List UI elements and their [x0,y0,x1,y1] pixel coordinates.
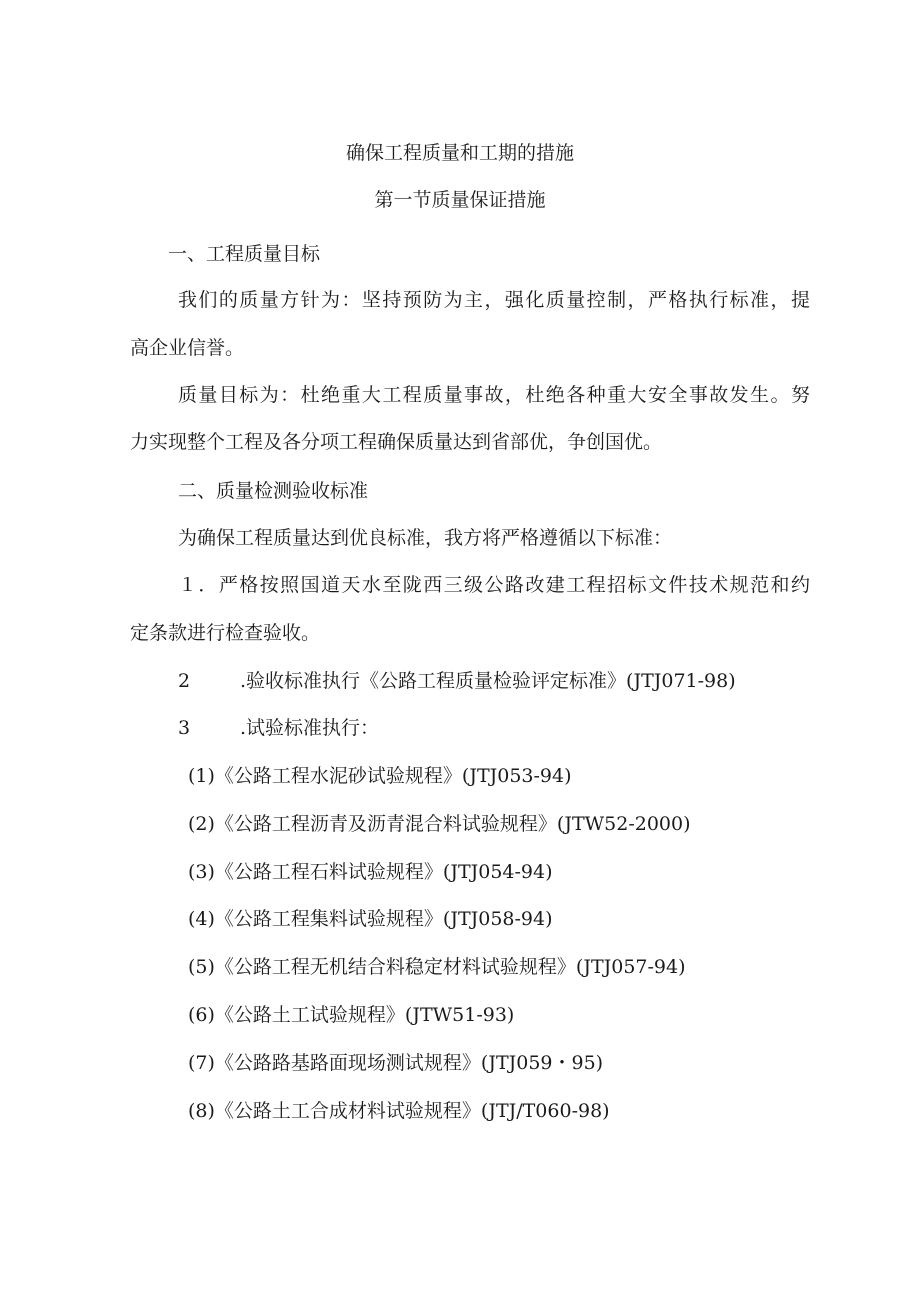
sub-item-7: (7)《公路路基路面现场测试规程》(JTJ059・95) [188,1052,604,1074]
standards-intro: 为确保工程质量达到优良标准，我方将严格遵循以下标准： [178,527,673,549]
item-3-number: 3 [178,717,191,739]
heading-inspection-standards: 二、质量检测验收标准 [178,480,369,502]
item-2 [178,667,736,695]
document-title: 确保工程质量和工期的措施 [345,142,574,164]
policy-paragraph-line-1: 我们的质量方针为：坚持预防为主，强化质量控制，严格执行标准，提 [178,289,810,311]
item-2-number: 2 [178,670,191,692]
item-1-line-1: １．严格按照国道天水至陇西三级公路改建工程招标文件技术规范和约 [178,574,810,596]
item-3-text: .试验标准执行： [240,717,380,739]
sub-item-4: (4)《公路工程集料试验规程》(JTJ058-94) [188,908,553,930]
sub-item-1: (1)《公路工程水泥砂试验规程》(JTJ053-94) [188,765,572,787]
policy-paragraph-line-2: 高企业信誉。 [130,337,245,359]
sub-item-6: (6)《公路土工试验规程》(JTW51-93) [188,1004,515,1026]
goal-paragraph-line-2: 力实现整个工程及各分项工程确保质量达到省部优，争创国优。 [130,431,663,453]
section-title: 第一节质量保证措施 [374,189,546,211]
sub-item-8: (8)《公路土工合成材料试验规程》(JTJ/T060-98) [188,1100,610,1122]
goal-paragraph-line-1: 质量目标为：杜绝重大工程质量事故，杜绝各种重大安全事故发生。努 [178,384,810,406]
sub-item-2: (2)《公路工程沥青及沥青混合料试验规程》(JTW52-2000) [188,813,691,835]
item-3 [178,714,379,742]
item-2-text: .验收标准执行《公路工程质量检验评定标准》(JTJ071-98) [240,670,736,692]
heading-quality-goal: 一、工程质量目标 [168,243,321,265]
item-1-line-2: 定条款进行检查验收。 [130,622,321,644]
sub-item-3: (3)《公路工程石料试验规程》(JTJ054-94) [188,861,553,883]
sub-item-5: (5)《公路工程无机结合料稳定材料试验规程》(JTJ057-94) [188,956,686,978]
